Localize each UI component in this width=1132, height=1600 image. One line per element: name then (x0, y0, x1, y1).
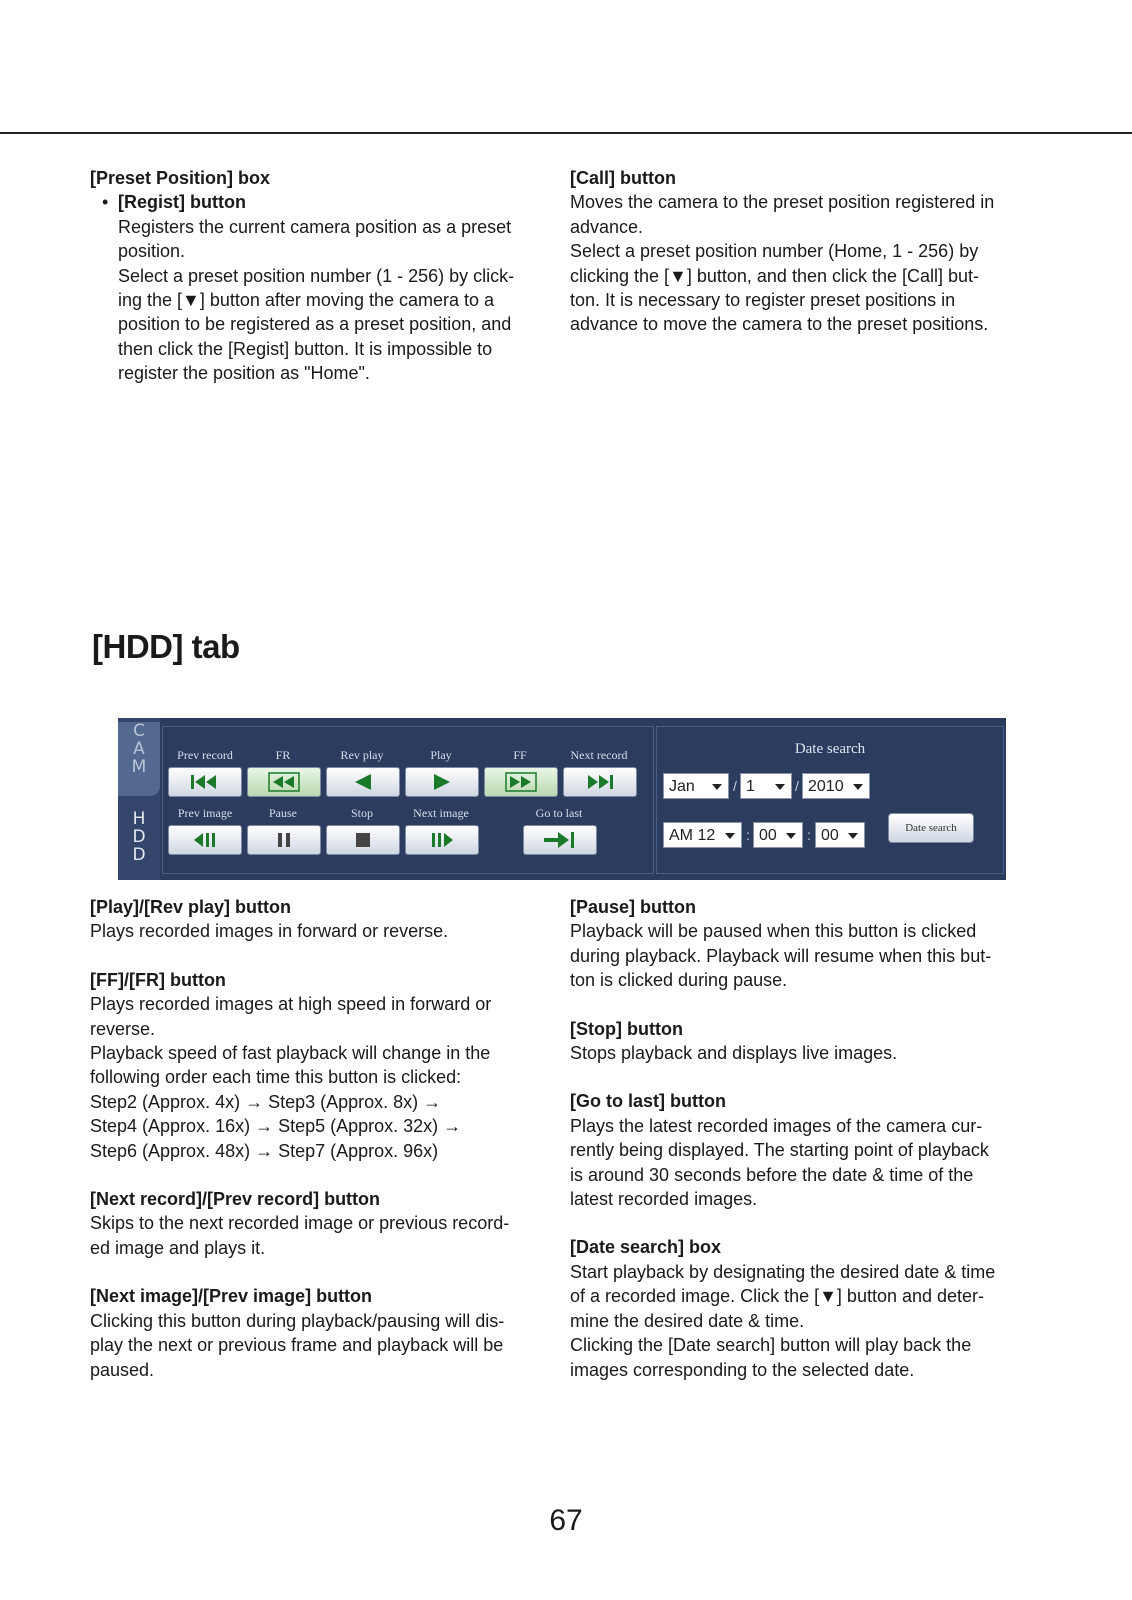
text-line: ed image and plays it. (90, 1237, 266, 1258)
text-line: Start playback by designating the desired date & time (570, 1261, 996, 1282)
skip-forward-icon (564, 768, 636, 796)
text-line: mine the desired date & time. (570, 1310, 805, 1331)
text-line: Stops playback and displays live images. (570, 1043, 898, 1064)
text-line: Skips to the next recorded image or previous record- (90, 1213, 510, 1234)
chevron-down-icon (848, 833, 858, 839)
go-to-last-heading: [Go to last] button (570, 1091, 726, 1112)
page-number: 67 (549, 1504, 583, 1537)
second-value: 00 (821, 827, 839, 844)
call-button-section (570, 166, 1050, 337)
text-line: advance to move the camera to the preset positions. (570, 314, 989, 335)
text-line: Moves the camera to the preset position registered in (570, 192, 995, 213)
text-line: rently being displayed. The starting point of playback (570, 1140, 989, 1161)
text-line: Plays recorded images at high speed in forward or (90, 994, 492, 1015)
text-line: Step4 (Approx. 16x) → Step5 (Approx. 32x) → (90, 1116, 462, 1137)
text-line: Select a preset position number (1 - 256) by click- (118, 265, 515, 286)
reverse-play-icon (327, 768, 399, 796)
text-line: play the next or previous frame and playback will be (90, 1335, 504, 1356)
ff-button[interactable] (484, 767, 558, 797)
play-label: Play (430, 748, 452, 762)
text-line: Select a preset position number (Home, 1 - 256) by (570, 241, 979, 262)
step-back-icon (169, 826, 241, 854)
bottom-left-column (90, 895, 560, 1382)
text-line: position to be registered as a preset position, and (118, 314, 512, 335)
time-separator: : (746, 827, 750, 843)
text-line: is around 30 seconds before the date & time of the (570, 1164, 974, 1185)
preset-position-section (90, 166, 560, 386)
ff-fr-heading: [FF]/[FR] button (90, 969, 226, 990)
call-heading: [Call] button (570, 168, 676, 188)
second-select[interactable] (815, 822, 865, 848)
year-select[interactable] (802, 773, 870, 799)
tab-cam[interactable] (118, 722, 160, 796)
hour-select[interactable] (663, 822, 742, 848)
text-line: advance. (570, 216, 644, 237)
text-line: ton. It is necessary to register preset positions in (570, 290, 956, 311)
pause-icon (248, 826, 320, 854)
tab-letter: D (132, 827, 146, 847)
next-prev-image-heading: [Next image]/[Prev image] button (90, 1286, 373, 1307)
text-line: reverse. (90, 1018, 156, 1039)
tab-hdd[interactable] (118, 810, 160, 864)
stop-icon (327, 826, 399, 854)
next-image-label: Next image (413, 806, 469, 820)
text-line: Playback will be paused when this button is clicked (570, 921, 977, 942)
tab-letter: M (131, 757, 147, 777)
bottom-right-column (570, 895, 1050, 1382)
next-record-label: Next record (570, 748, 628, 762)
stop-heading: [Stop] button (570, 1018, 683, 1039)
arrow-to-end-icon (524, 826, 596, 854)
month-value: Jan (669, 778, 695, 795)
rewind-icon (248, 768, 320, 796)
play-button[interactable] (405, 767, 479, 797)
skip-back-icon (169, 768, 241, 796)
month-select[interactable] (663, 773, 729, 799)
text-line: paused. (90, 1359, 155, 1380)
next-record-button[interactable] (563, 767, 637, 797)
step-forward-icon (406, 826, 478, 854)
chevron-down-icon (853, 784, 863, 790)
text-line: during playback. Playback will resume when this but- (570, 945, 992, 966)
text-line: Step6 (Approx. 48x) → Step7 (Approx. 96x) (90, 1140, 439, 1161)
tab-letter: H (132, 809, 146, 829)
chevron-down-icon (775, 784, 785, 790)
chevron-down-icon (712, 784, 722, 790)
date-separator: / (733, 778, 737, 794)
play-rev-heading: [Play]/[Rev play] button (90, 897, 292, 917)
text-line: of a recorded image. Click the [▼] button and deter- (570, 1286, 985, 1307)
prev-image-button[interactable] (168, 825, 242, 855)
date-search-button[interactable]: Date search (888, 813, 974, 843)
prev-record-button[interactable] (168, 767, 242, 797)
play-icon (406, 768, 478, 796)
text-line: ton is clicked during pause. (570, 970, 788, 991)
day-value: 1 (746, 778, 755, 795)
fr-button[interactable] (247, 767, 321, 797)
regist-bullet (90, 190, 560, 214)
time-separator: : (807, 827, 811, 843)
text-line: clicking the [▼] button, and then click the [Call] but- (570, 265, 980, 286)
preset-position-heading: [Preset Position] box (90, 168, 271, 188)
pause-button[interactable] (247, 825, 321, 855)
playback-controls (162, 726, 654, 874)
vertical-tabs (118, 718, 160, 880)
regist-description (90, 215, 560, 386)
rev-play-button[interactable] (326, 767, 400, 797)
header-rule (0, 132, 1132, 134)
hdd-panel (118, 718, 1006, 880)
prev-record-label: Prev record (177, 748, 233, 762)
date-search-label: Date search (794, 741, 866, 757)
tab-letter: D (132, 845, 146, 865)
stop-button[interactable] (326, 825, 400, 855)
section-title: [HDD] tab (92, 628, 240, 665)
text-line: Clicking this button during playback/pausing will dis- (90, 1310, 505, 1331)
text-line: register the position as "Home". (118, 363, 370, 384)
text-line: Registers the current camera position as a preset (118, 216, 512, 237)
text-line: Step2 (Approx. 4x) → Step3 (Approx. 8x) → (90, 1091, 442, 1112)
text-line: following order each time this button is clicked: (90, 1067, 462, 1088)
date-search-box (656, 726, 1004, 874)
tab-letter: C (133, 721, 145, 741)
text-line: latest recorded images. (570, 1189, 758, 1210)
text-line: Plays recorded images in forward or reverse. (90, 921, 449, 942)
text-line: then click the [Regist] button. It is impossible to (118, 338, 493, 359)
chevron-down-icon (725, 833, 735, 839)
chevron-down-icon (786, 833, 796, 839)
fr-label: FR (275, 748, 291, 762)
next-prev-record-heading: [Next record]/[Prev record] button (90, 1189, 381, 1210)
rev-play-label: Rev play (340, 748, 384, 762)
bullet-mark: • (102, 192, 109, 213)
text-line: Plays the latest recorded images of the camera cur- (570, 1115, 983, 1136)
minute-value: 00 (759, 827, 777, 844)
text-line: Playback speed of fast playback will change in the (90, 1043, 491, 1064)
go-to-last-label: Go to last (535, 806, 583, 820)
prev-image-label: Prev image (177, 806, 233, 820)
text-line: position. (118, 241, 186, 262)
hour-value: AM 12 (669, 827, 716, 844)
ff-label: FF (513, 748, 527, 762)
next-image-button[interactable] (405, 825, 479, 855)
text-line: ing the [▼] button after moving the camera to a (118, 290, 495, 311)
stop-label: Stop (350, 806, 373, 820)
text-line: images corresponding to the selected date. (570, 1359, 915, 1380)
date-separator: / (795, 778, 799, 794)
regist-heading: [Regist] button (118, 192, 246, 213)
pause-heading: [Pause] button (570, 897, 696, 917)
text-line: Clicking the [Date search] button will play back the (570, 1335, 972, 1356)
fast-forward-icon (485, 768, 557, 796)
minute-select[interactable] (753, 822, 803, 848)
go-to-last-button[interactable] (523, 825, 597, 855)
pause-label: Pause (269, 806, 297, 820)
year-value: 2010 (808, 778, 844, 795)
date-search-heading: [Date search] box (570, 1237, 722, 1258)
tab-letter: A (133, 739, 145, 759)
day-select[interactable] (740, 773, 792, 799)
